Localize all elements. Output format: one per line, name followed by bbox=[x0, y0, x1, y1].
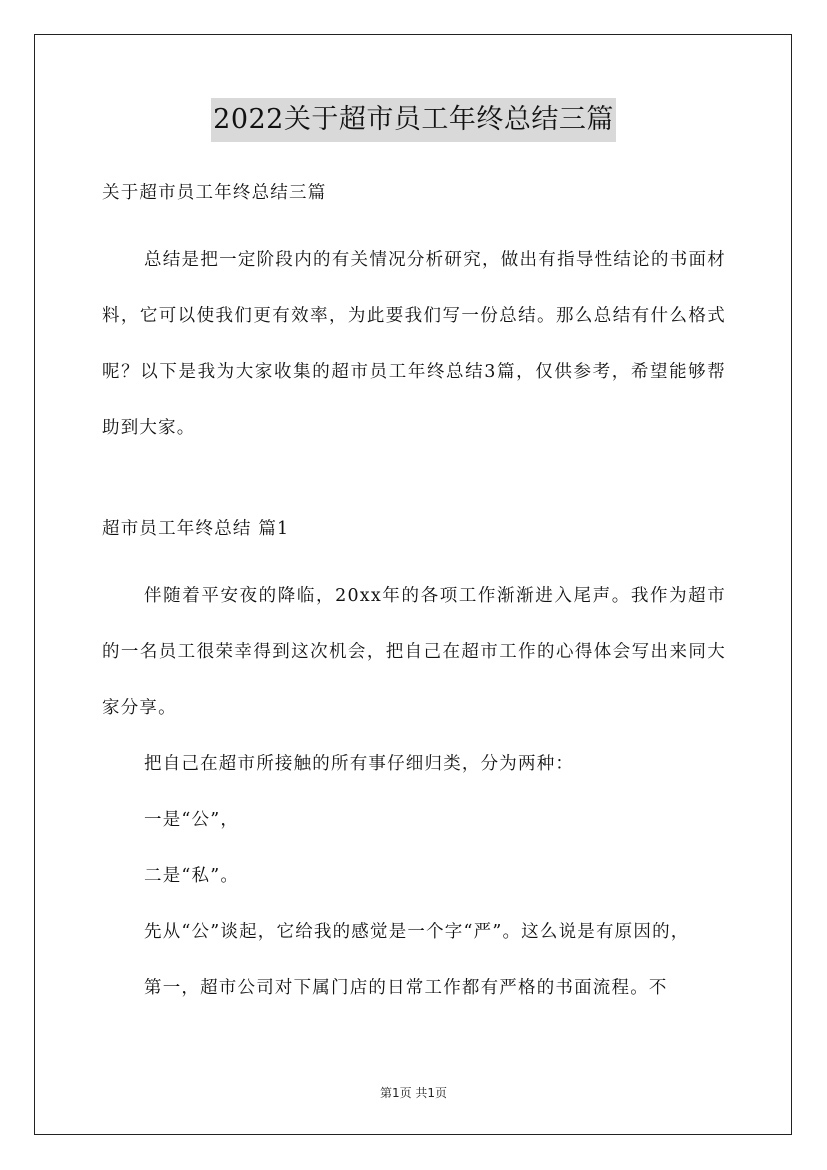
body-paragraph: 第一，超市公司对下属门店的日常工作都有严格的书面流程。不 bbox=[144, 978, 668, 998]
document-body bbox=[102, 176, 726, 1016]
page-footer: 第1页 共1页 bbox=[379, 1086, 448, 1100]
paragraph-spacer bbox=[102, 456, 726, 512]
intro-paragraph: 总结是把一定阶段内的有关情况分析研究，做出有指导性结论的书面材料，它可以使我们更有效率，为此要我们写一份总结。那么总结有什么格式呢？以下是我为大家收集的超市员工年终总结3篇，仅供参考，希望能够帮助到大家。 bbox=[102, 250, 726, 438]
document-subtitle: 关于超市员工年终总结三篇 bbox=[102, 183, 327, 203]
body-paragraph: 把自己在超市所接触的所有事仔细归类，分为两种： bbox=[144, 754, 575, 774]
body-paragraph: 一是“公”， bbox=[144, 810, 240, 830]
body-paragraph: 二是“私”。 bbox=[144, 866, 240, 886]
document-title: 2022关于超市员工年终总结三篇 bbox=[211, 98, 616, 142]
section-heading: 超市员工年终总结 篇1 bbox=[102, 519, 290, 539]
body-paragraph: 先从“公”谈起，它给我的感觉是一个字“严”。这么说是有原因的， bbox=[144, 922, 690, 942]
body-paragraph: 伴随着平安夜的降临，20xx年的各项工作渐渐进入尾声。我作为超市的一名员工很荣幸得到这次机会，把自己在超市工作的心得体会写出来同大家分享。 bbox=[102, 586, 726, 718]
title-container bbox=[0, 98, 827, 142]
